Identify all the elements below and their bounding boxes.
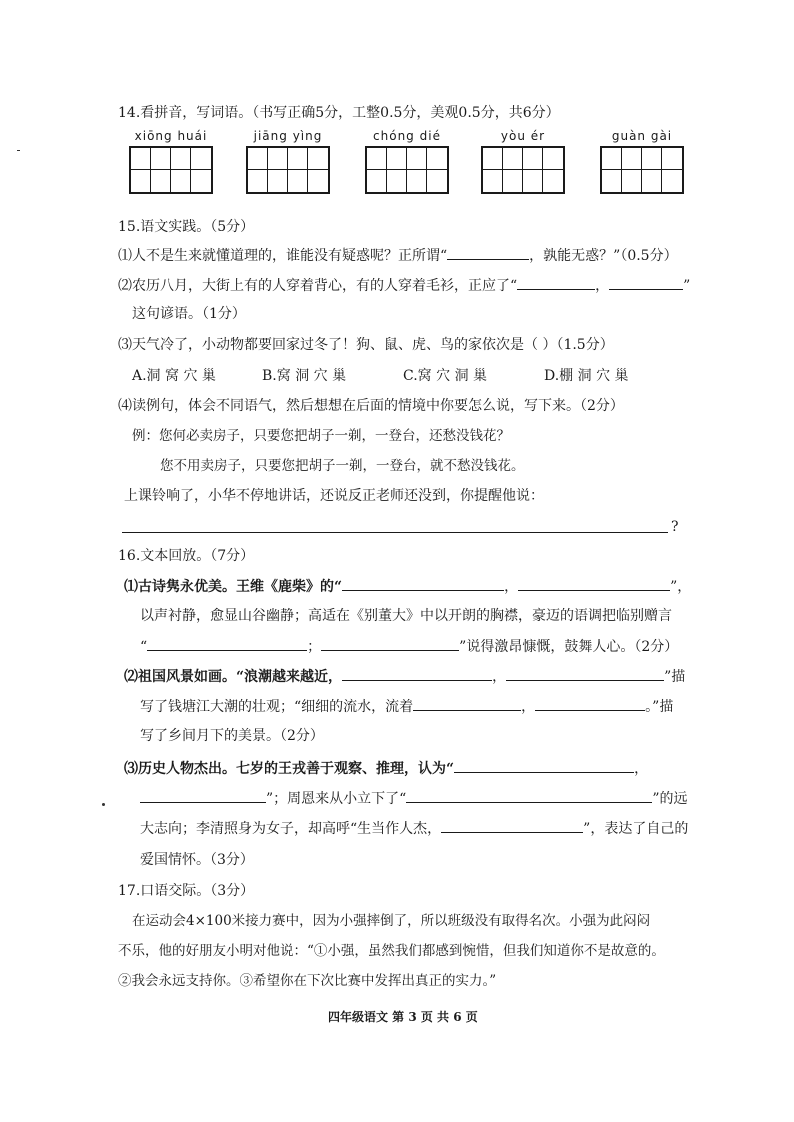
pinyin-group-3 <box>365 128 449 194</box>
q16-p2-text-a: ⑵祖国风景如画。“浪潮越来越近， <box>124 669 343 685</box>
answer-blank[interactable] <box>441 818 583 833</box>
option-a[interactable]: A.洞 窝 穴 巢 <box>132 368 216 384</box>
answer-blank[interactable] <box>517 275 595 290</box>
q16-p2-sep: ， <box>492 669 507 685</box>
q16-p3-text-a: ⑶历史人物杰出。七岁的王戎善于观察、推理，认为“ <box>124 761 455 777</box>
q15-item1-text-a: ⑴人不是生来就懂道理的，谁能没有疑惑呢？正所谓“ <box>118 248 448 264</box>
q16-p2-b-sep: ， <box>521 699 536 715</box>
q16-p3-b1: ”；周恩来从小立下了“ <box>266 791 407 807</box>
q14-title: 14.看拼音，写词语。（书写正确5分，工整0.5分，美观0.5分，共6分） <box>118 105 560 121</box>
answer-blank[interactable] <box>454 758 634 773</box>
pinyin-group-1 <box>129 128 213 194</box>
q16-p3-c2: ”，表达了自己的 <box>583 821 689 837</box>
q16-p3-line4: 爱国情怀。（3分） <box>140 852 254 868</box>
q15-item2-cont: 这句谚语。（1分） <box>132 306 246 322</box>
pinyin-group-2 <box>246 128 330 194</box>
answer-blank[interactable] <box>447 245 529 260</box>
q15-item4: ⑷读例句，体会不同语气，然后想想在后面的情境中你要怎么说，写下来。（2分） <box>118 398 624 414</box>
writing-grid[interactable] <box>246 146 330 194</box>
q16-p2-line2 <box>140 696 673 717</box>
option-c[interactable]: C.窝 穴 洞 巢 <box>403 368 488 384</box>
writing-grid[interactable] <box>481 146 565 194</box>
q16-p1-tail: ”说得激昂慷慨，鼓舞人心。（2分） <box>459 639 679 655</box>
pinyin-group-4 <box>481 128 565 194</box>
answer-blank[interactable] <box>609 275 683 290</box>
q16-p2-line1 <box>124 666 685 687</box>
q16-p3-line3 <box>140 818 688 839</box>
scan-mark <box>17 150 20 151</box>
example-sentence-1: 例：您何必卖房子，只要您把胡子一剃，一登台，还愁没钱花？ <box>132 428 510 444</box>
q15-item2-text-a: ⑵农历八月，大街上有的人穿着背心，有的人穿着毛衫，正应了“ <box>118 278 518 294</box>
q16-p3-b2: ”的远 <box>652 791 688 807</box>
q17-line2: 不乐，他的好朋友小明对他说：“①小强，虽然我们都感到惋惜，但我们知道你不是故意的。 <box>118 943 665 959</box>
q15-title: 15.语文实践。（5分） <box>118 219 255 235</box>
option-b[interactable]: B.窝 洞 穴 巢 <box>262 368 347 384</box>
pinyin-label: jiāng yìng <box>253 129 323 143</box>
writing-grid[interactable] <box>600 146 684 194</box>
q16-p2-end: ”描 <box>664 669 686 685</box>
writing-grid[interactable] <box>365 146 449 194</box>
q16-p1-line3 <box>140 636 678 657</box>
page-footer: 四年级语文 第 3 页 共 6 页 <box>328 1010 478 1024</box>
pinyin-label: xiōng huái <box>134 129 208 143</box>
q16-p1-sep: ， <box>504 579 519 595</box>
q15-item2-sep: ， <box>595 278 610 294</box>
answer-blank[interactable] <box>342 666 492 681</box>
answer-blank[interactable] <box>147 636 307 651</box>
q15-item1 <box>118 245 678 266</box>
q16-p3-c1: 大志向；李清照身为女子，却高呼“生当作人杰， <box>140 821 442 837</box>
answer-blank[interactable] <box>406 788 652 803</box>
q17-line1: 在运动会4×100米接力赛中，因为小强摔倒了，所以班级没有取得名次。小强为此闷闷 <box>132 913 651 929</box>
pinyin-label: yòu ér <box>500 129 546 143</box>
q16-p2-b-end: 。”描 <box>645 699 674 715</box>
pinyin-label: guàn gài <box>611 129 673 143</box>
q15-item2 <box>118 275 690 296</box>
scenario-text: 上课铃响了，小华不停地讲话，还说反正老师还没到，你提醒他说： <box>124 488 544 504</box>
answer-blank[interactable] <box>535 696 645 711</box>
answer-blank[interactable] <box>140 788 266 803</box>
answer-blank[interactable] <box>506 666 664 681</box>
pinyin-label: chóng dié <box>373 129 441 143</box>
option-d[interactable]: D.棚 洞 穴 巢 <box>544 368 629 384</box>
question-mark: ? <box>671 519 679 535</box>
q16-p1-semi: ； <box>307 639 322 655</box>
answer-blank[interactable] <box>342 576 504 591</box>
q15-item2-end: ” <box>683 278 691 294</box>
answer-line[interactable] <box>122 532 668 533</box>
q16-p3-line2 <box>140 788 688 809</box>
q15-item1-text-b: ，孰能无惑？”（0.5分） <box>529 248 678 264</box>
q15-item3: ⑶天气冷了，小动物都要回家过冬了！狗、鼠、虎、鸟的家依次是（ ）（1.5分） <box>118 337 614 353</box>
q16-p3-a-end: ， <box>634 761 649 777</box>
q16-p2-line3: 写了乡间月下的美景。（2分） <box>140 728 324 744</box>
example-sentence-2: 您不用卖房子，只要您把胡子一剃，一登台，就不愁没钱花。 <box>160 458 525 474</box>
answer-blank[interactable] <box>321 636 459 651</box>
writing-grid[interactable] <box>129 146 213 194</box>
q16-p1-open: “ <box>140 639 148 655</box>
q17-title: 17.口语交际。（3分） <box>118 883 255 899</box>
pinyin-group-5 <box>600 128 684 194</box>
q16-title: 16.文本回放。（7分） <box>118 548 255 564</box>
scan-mark <box>102 803 105 806</box>
q16-p1-line1 <box>124 576 691 597</box>
q16-p1-end: ”， <box>670 579 692 595</box>
q16-p1-line2: 以声衬静，愈显山谷幽静；高适在《别董大》中以开朗的胸襟，豪迈的语调把临别赠言 <box>140 608 672 624</box>
q17-line3: ②我会永远支持你。③希望你在下次比赛中发挥出真正的实力。” <box>118 973 497 989</box>
q16-p2-text-b: 写了钱塘江大潮的壮观；“细细的流水，流着 <box>140 699 414 715</box>
answer-blank[interactable] <box>413 696 521 711</box>
q16-p1-text-a: ⑴古诗隽永优美。王维《鹿柴》的“ <box>124 579 343 595</box>
q16-p3-line1 <box>124 758 648 779</box>
answer-blank[interactable] <box>518 576 670 591</box>
